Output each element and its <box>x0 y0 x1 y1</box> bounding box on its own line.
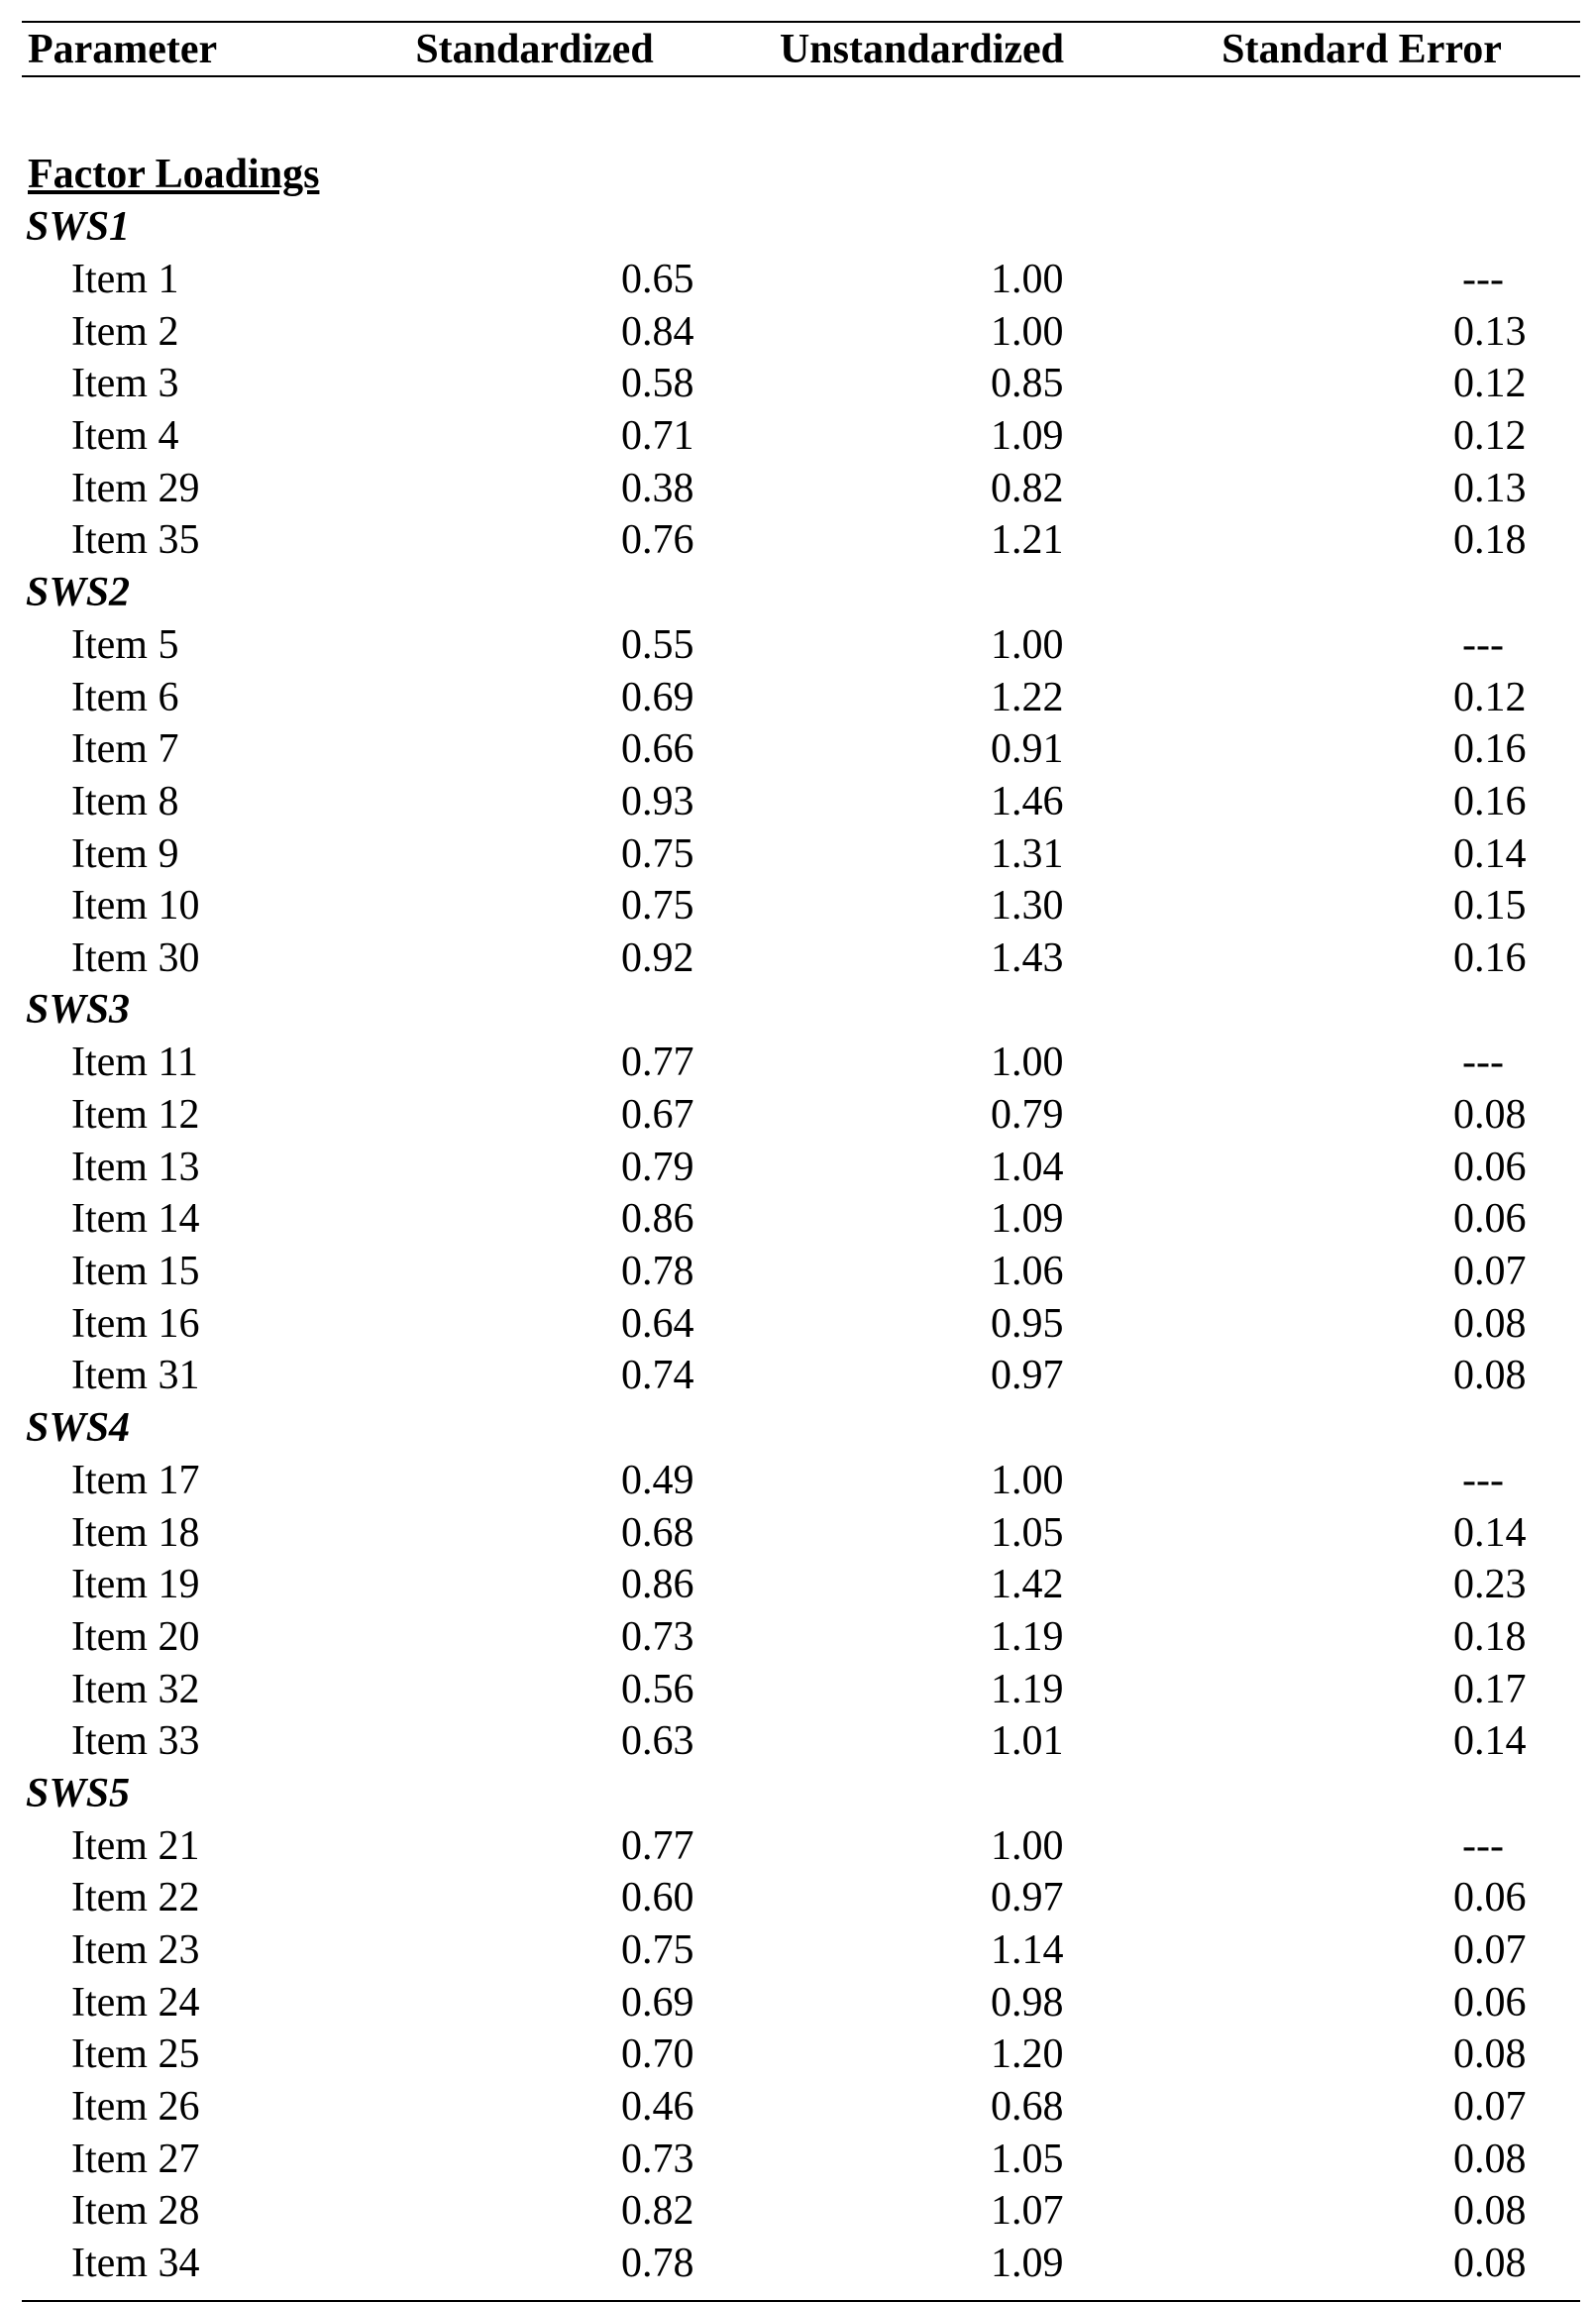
standard-error-cell: 0.13 <box>1453 308 1527 355</box>
standard-error-cell: 0.08 <box>1453 2136 1527 2182</box>
group-title: SWS3 <box>26 987 131 1034</box>
header-standard-error: Standard Error <box>1222 26 1502 72</box>
unstandardized-cell: 1.00 <box>991 1457 1064 1503</box>
standardized-cell: 0.60 <box>621 1875 694 1921</box>
item-cell: Item 13 <box>71 1144 200 1190</box>
standard-error-cell: 0.23 <box>1453 1562 1527 1608</box>
standardized-cell: 0.68 <box>621 1509 694 1556</box>
table-row <box>22 2238 1580 2290</box>
standardized-cell: 0.71 <box>621 413 694 460</box>
unstandardized-cell: 1.21 <box>991 517 1064 564</box>
table-row <box>22 827 1580 880</box>
table-row <box>22 254 1580 306</box>
standardized-cell: 0.46 <box>621 2084 694 2131</box>
table-row <box>22 1141 1580 1193</box>
standardized-cell: 0.66 <box>621 726 694 773</box>
standard-error-cell: 0.18 <box>1453 517 1527 564</box>
item-cell: Item 12 <box>71 1092 200 1139</box>
item-cell: Item 7 <box>71 726 179 773</box>
unstandardized-cell: 1.22 <box>991 674 1064 720</box>
standardized-cell: 0.75 <box>621 830 694 877</box>
standard-error-cell: 0.16 <box>1453 726 1527 773</box>
table-row <box>22 776 1580 828</box>
table-body <box>22 77 1580 2300</box>
standardized-cell: 0.76 <box>621 517 694 564</box>
item-cell: Item 27 <box>71 2136 200 2182</box>
standard-error-cell: --- <box>1462 621 1504 668</box>
unstandardized-cell: 0.91 <box>991 726 1064 773</box>
item-cell: Item 23 <box>71 1927 200 1974</box>
table-row <box>22 462 1580 514</box>
item-cell: Item 8 <box>71 778 179 824</box>
table-row <box>22 514 1580 567</box>
standard-error-cell: 0.06 <box>1453 1144 1527 1190</box>
standardized-cell: 0.79 <box>621 1144 694 1190</box>
table-row <box>22 1611 1580 1664</box>
unstandardized-cell: 0.85 <box>991 361 1064 407</box>
unstandardized-cell: 1.20 <box>991 2031 1064 2078</box>
table-row <box>22 1872 1580 1924</box>
unstandardized-cell: 1.06 <box>991 1249 1064 1295</box>
table-row <box>22 1037 1580 1089</box>
standardized-cell: 0.92 <box>621 934 694 981</box>
standardized-cell: 0.69 <box>621 674 694 720</box>
table-row <box>22 1924 1580 1977</box>
item-cell: Item 19 <box>71 1562 200 1608</box>
table-row <box>22 1089 1580 1142</box>
standard-error-cell: 0.15 <box>1453 883 1527 930</box>
group-title: SWS1 <box>26 204 131 250</box>
standardized-cell: 0.65 <box>621 257 694 303</box>
unstandardized-cell: 0.95 <box>991 1300 1064 1347</box>
group-title: SWS4 <box>26 1404 131 1451</box>
item-cell: Item 20 <box>71 1613 200 1660</box>
item-cell: Item 35 <box>71 517 200 564</box>
unstandardized-cell: 1.05 <box>991 1509 1064 1556</box>
standardized-cell: 0.67 <box>621 1092 694 1139</box>
item-cell: Item 1 <box>71 257 179 303</box>
standard-error-cell: 0.08 <box>1453 1300 1527 1347</box>
unstandardized-cell: 1.00 <box>991 621 1064 668</box>
standard-error-cell: 0.07 <box>1453 1927 1527 1974</box>
item-cell: Item 14 <box>71 1196 200 1243</box>
unstandardized-cell: 1.00 <box>991 308 1064 355</box>
standard-error-cell: --- <box>1462 1457 1504 1503</box>
standardized-cell: 0.86 <box>621 1196 694 1243</box>
standard-error-cell: 0.14 <box>1453 1509 1527 1556</box>
header-standardized: Standardized <box>415 26 654 72</box>
group-title: SWS2 <box>26 569 131 615</box>
standardized-cell: 0.73 <box>621 1613 694 1660</box>
item-cell: Item 34 <box>71 2241 200 2287</box>
unstandardized-cell: 1.09 <box>991 2241 1064 2287</box>
item-cell: Item 9 <box>71 830 179 877</box>
unstandardized-cell: 1.00 <box>991 1822 1064 1869</box>
bottom-rule <box>22 2300 1580 2302</box>
table-row <box>22 932 1580 985</box>
standardized-cell: 0.58 <box>621 361 694 407</box>
table-row <box>22 1976 1580 2028</box>
item-cell: Item 29 <box>71 465 200 511</box>
standardized-cell: 0.75 <box>621 883 694 930</box>
unstandardized-cell: 1.00 <box>991 1040 1064 1086</box>
table-row <box>22 1455 1580 1507</box>
unstandardized-cell: 0.97 <box>991 1353 1064 1399</box>
table-row <box>22 2185 1580 2238</box>
item-cell: Item 26 <box>71 2084 200 2131</box>
standard-error-cell: 0.07 <box>1453 1249 1527 1295</box>
standardized-cell: 0.55 <box>621 621 694 668</box>
standard-error-cell: 0.18 <box>1453 1613 1527 1660</box>
standardized-cell: 0.86 <box>621 1562 694 1608</box>
table-row <box>22 1559 1580 1611</box>
table-row <box>22 1506 1580 1559</box>
standard-error-cell: 0.08 <box>1453 2188 1527 2235</box>
item-cell: Item 15 <box>71 1249 200 1295</box>
table-row <box>22 1350 1580 1402</box>
standard-error-cell: 0.08 <box>1453 2031 1527 2078</box>
table-row <box>22 2028 1580 2081</box>
header-unstandardized: Unstandardized <box>779 26 1065 72</box>
table-row <box>22 358 1580 410</box>
standardized-cell: 0.78 <box>621 2241 694 2287</box>
table-row <box>22 1297 1580 1350</box>
table-row <box>22 1663 1580 1715</box>
item-cell: Item 28 <box>71 2188 200 2235</box>
table-row <box>22 305 1580 358</box>
unstandardized-cell: 1.14 <box>991 1927 1064 1974</box>
item-cell: Item 10 <box>71 883 200 930</box>
table-header-row <box>22 23 1580 75</box>
standardized-cell: 0.84 <box>621 308 694 355</box>
item-cell: Item 21 <box>71 1822 200 1869</box>
item-cell: Item 16 <box>71 1300 200 1347</box>
standardized-cell: 0.75 <box>621 1927 694 1974</box>
unstandardized-cell: 1.05 <box>991 2136 1064 2182</box>
standardized-cell: 0.49 <box>621 1457 694 1503</box>
table-row <box>22 2081 1580 2134</box>
item-cell: Item 33 <box>71 1718 200 1765</box>
unstandardized-cell: 1.31 <box>991 830 1064 877</box>
standard-error-cell: --- <box>1462 1040 1504 1086</box>
unstandardized-cell: 1.01 <box>991 1718 1064 1765</box>
standardized-cell: 0.69 <box>621 1979 694 2026</box>
standard-error-cell: 0.16 <box>1453 934 1527 981</box>
unstandardized-cell: 0.68 <box>991 2084 1064 2131</box>
item-cell: Item 31 <box>71 1353 200 1399</box>
standard-error-cell: 0.12 <box>1453 674 1527 720</box>
standard-error-cell: --- <box>1462 257 1504 303</box>
standard-error-cell: 0.06 <box>1453 1875 1527 1921</box>
item-cell: Item 30 <box>71 934 200 981</box>
unstandardized-cell: 1.07 <box>991 2188 1064 2235</box>
standard-error-cell: 0.07 <box>1453 2084 1527 2131</box>
unstandardized-cell: 0.97 <box>991 1875 1064 1921</box>
item-cell: Item 6 <box>71 674 179 720</box>
standardized-cell: 0.70 <box>621 2031 694 2078</box>
standard-error-cell: 0.14 <box>1453 830 1527 877</box>
item-cell: Item 5 <box>71 621 179 668</box>
standard-error-cell: 0.08 <box>1453 1092 1527 1139</box>
standard-error-cell: 0.16 <box>1453 778 1527 824</box>
item-cell: Item 17 <box>71 1457 200 1503</box>
standardized-cell: 0.38 <box>621 465 694 511</box>
standardized-cell: 0.56 <box>621 1666 694 1712</box>
unstandardized-cell: 1.09 <box>991 413 1064 460</box>
table-row <box>22 1715 1580 1768</box>
item-cell: Item 22 <box>71 1875 200 1921</box>
table-row <box>22 1246 1580 1298</box>
standard-error-cell: 0.12 <box>1453 413 1527 460</box>
standardized-cell: 0.64 <box>621 1300 694 1347</box>
unstandardized-cell: 1.19 <box>991 1666 1064 1712</box>
table-row <box>22 410 1580 463</box>
item-cell: Item 18 <box>71 1509 200 1556</box>
standardized-cell: 0.77 <box>621 1822 694 1869</box>
standard-error-cell: 0.08 <box>1453 1353 1527 1399</box>
standard-error-cell: --- <box>1462 1822 1504 1869</box>
table-row <box>22 671 1580 723</box>
item-cell: Item 25 <box>71 2031 200 2078</box>
table-row <box>22 723 1580 776</box>
standard-error-cell: 0.06 <box>1453 1979 1527 2026</box>
table-row <box>22 2133 1580 2185</box>
unstandardized-cell: 1.19 <box>991 1613 1064 1660</box>
standard-error-cell: 0.12 <box>1453 361 1527 407</box>
section-title: Factor Loadings <box>28 152 320 197</box>
standardized-cell: 0.77 <box>621 1040 694 1086</box>
table-row <box>22 880 1580 932</box>
standardized-cell: 0.93 <box>621 778 694 824</box>
standardized-cell: 0.73 <box>621 2136 694 2182</box>
item-cell: Item 3 <box>71 361 179 407</box>
standardized-cell: 0.63 <box>621 1718 694 1765</box>
group-list <box>22 201 1580 2290</box>
unstandardized-cell: 1.00 <box>991 257 1064 303</box>
unstandardized-cell: 0.79 <box>991 1092 1064 1139</box>
factor-loadings-table <box>22 21 1580 2302</box>
group-title: SWS5 <box>26 1770 131 1816</box>
standardized-cell: 0.78 <box>621 1249 694 1295</box>
item-cell: Item 24 <box>71 1979 200 2026</box>
table-row <box>22 1819 1580 1872</box>
standard-error-cell: 0.06 <box>1453 1196 1527 1243</box>
unstandardized-cell: 0.82 <box>991 465 1064 511</box>
unstandardized-cell: 1.43 <box>991 934 1064 981</box>
item-cell: Item 4 <box>71 413 179 460</box>
unstandardized-cell: 0.98 <box>991 1979 1064 2026</box>
standard-error-cell: 0.14 <box>1453 1718 1527 1765</box>
table-row <box>22 1193 1580 1246</box>
item-cell: Item 11 <box>71 1040 198 1086</box>
unstandardized-cell: 1.46 <box>991 778 1064 824</box>
table-row <box>22 619 1580 672</box>
unstandardized-cell: 1.04 <box>991 1144 1064 1190</box>
standard-error-cell: 0.17 <box>1453 1666 1527 1712</box>
standardized-cell: 0.82 <box>621 2188 694 2235</box>
standardized-cell: 0.74 <box>621 1353 694 1399</box>
item-cell: Item 32 <box>71 1666 200 1712</box>
header-parameter: Parameter <box>28 26 218 72</box>
unstandardized-cell: 1.42 <box>991 1562 1064 1608</box>
unstandardized-cell: 1.09 <box>991 1196 1064 1243</box>
item-cell: Item 2 <box>71 308 179 355</box>
unstandardized-cell: 1.30 <box>991 883 1064 930</box>
standard-error-cell: 0.08 <box>1453 2241 1527 2287</box>
standard-error-cell: 0.13 <box>1453 465 1527 511</box>
